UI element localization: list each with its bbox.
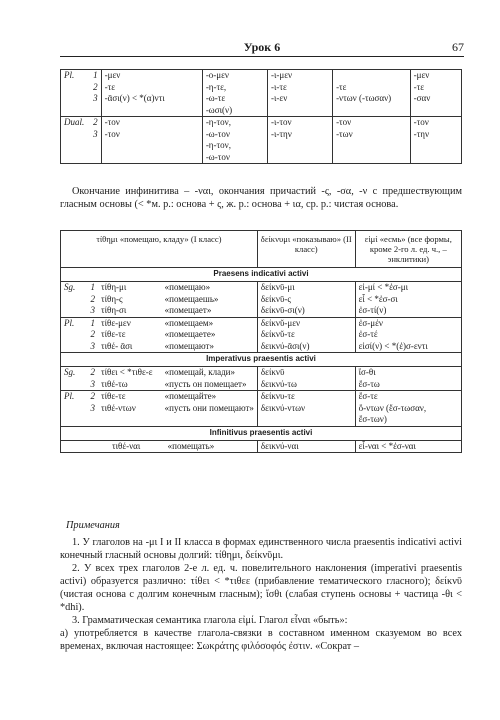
notes-heading: Примечания: [66, 520, 120, 531]
cell-person: 2: [84, 391, 98, 403]
section-imperativus: Imperativus praesentis activi: [61, 353, 462, 367]
cell-c5: [410, 105, 461, 117]
cell-person: 3: [90, 402, 95, 413]
cell-eimi: ἐσ-μέν: [355, 317, 461, 329]
endings-row: [61, 82, 462, 94]
cell-form: τιθέ-τω: [98, 379, 162, 391]
cell-person: [87, 105, 101, 117]
cell-c3: -ι-τον: [268, 117, 333, 129]
cell-c1: [101, 140, 202, 152]
cell-label: [61, 93, 88, 105]
cell-c5: -μεν: [410, 70, 461, 82]
cell-gloss: «помещаете»: [162, 329, 258, 341]
cell-eimi: εἰ-μί < *ἐσ-μι: [355, 282, 461, 294]
header-rule: [60, 56, 464, 57]
cell-label: Pl.: [61, 70, 88, 82]
cell-eimi: εἰσί(ν) < *(ἐ)σ-εντι: [355, 341, 461, 353]
cell-person: 3: [84, 341, 98, 353]
page-number: 67: [452, 40, 464, 54]
cell-form: τίθη-σι: [98, 305, 162, 317]
cell-person: 3: [84, 379, 98, 391]
cell-c4: -των: [333, 129, 411, 141]
cell-eimi: ὄ-ντων (ἔσ-τωσαν,: [355, 403, 461, 415]
cell-form: τίθει < *τιθε-ε: [98, 367, 162, 379]
section-infinitivus: Infinitivus praesentis activi: [61, 426, 462, 440]
header-eimi: εἰμί «есмь» (все формы, кроме 2-го л. ед. ч., – энклитики): [355, 231, 461, 268]
cell-deiknymi: δείκνυ-τε: [257, 391, 355, 403]
cell-c4: [333, 152, 411, 164]
conjugation-row: [61, 403, 462, 415]
endings-row: [61, 140, 462, 152]
running-title: Урок 6: [243, 40, 281, 54]
cell-gloss: «помещаем»: [162, 317, 258, 329]
cell-label: [61, 152, 88, 164]
cell-person: [87, 140, 101, 152]
cell-c5: -σαν: [410, 93, 461, 105]
cell-c1: -τε: [101, 82, 202, 94]
cell-form: τίθε-μεν: [98, 317, 162, 329]
cell-c4: -τον: [333, 117, 411, 129]
cell-label: [61, 140, 88, 152]
cell-person: 3: [87, 129, 101, 141]
cell-person: 1: [84, 282, 98, 294]
cell-deiknymi: δείκνῠ-τε: [257, 329, 355, 341]
conjugation-row: [61, 282, 462, 294]
cell-c1: [101, 152, 202, 164]
header-deiknymi: δείκνυμι «показываю» (II класс): [257, 231, 355, 268]
conjugation-row: [61, 294, 462, 306]
cell-label: Pl.: [61, 391, 85, 403]
cell-c2: -η-τον,: [202, 117, 267, 129]
cell-deiknymi: δείκνῡ-σι(ν): [257, 305, 355, 317]
conjugation-row: [61, 367, 462, 379]
cell-gloss: «помещают»: [162, 341, 258, 353]
cell-form: τίθη-μι: [98, 282, 162, 294]
cell-label: Sg.: [61, 282, 85, 294]
cell-c5: -τε: [410, 82, 461, 94]
cell-eimi: ἐσ-τί(ν): [355, 305, 461, 317]
cell-person: 1: [87, 70, 101, 82]
cell-deiknymi: δείκνῡ: [257, 367, 355, 379]
cell-label: Sg.: [61, 367, 85, 379]
cell-form: [98, 414, 162, 426]
cell-c5: [410, 152, 461, 164]
cell-eimi: ἔσ-τω: [355, 379, 461, 391]
cell-deiknymi: δείκνῡ-ς: [257, 294, 355, 306]
cell-c1: -τον: [101, 117, 202, 129]
cell-person: [87, 152, 101, 164]
cell-c1: -ᾱσι(ν) < *(α)ντι: [101, 93, 202, 105]
cell-gloss: «пусть они помещают»: [162, 403, 258, 415]
conjugation-row: [61, 379, 462, 391]
cell-person: 2: [90, 329, 95, 339]
cell-gloss: «пусть он помещает»: [162, 379, 258, 391]
cell-label: [61, 341, 85, 353]
cell-person: 3: [84, 305, 98, 317]
cell-label: [61, 403, 85, 415]
note-1: 1. У глаголов на -μι I и II класса в формах единственного числа praesentis indicativi activi конечный гласный основы долгий: τίθημι, δείκνῡμι.: [60, 537, 462, 561]
cell-label: [61, 305, 85, 317]
cell-c2: -ω-τον: [202, 129, 267, 141]
cell-person: 1: [84, 317, 98, 329]
cell-gloss: [162, 414, 258, 426]
cell-c3: -ι-εν: [268, 93, 333, 105]
cell-c1: -μεν: [101, 70, 202, 82]
endings-row: [61, 105, 462, 117]
cell-c3: -ι-την: [268, 129, 333, 141]
note-3a: а) употребляется в качестве глагола-связки в составном именном сказуемом во всех временах, включая настоящее: Σωκράτης φιλόσοφός ἐστιν. «Сократ –: [60, 628, 462, 652]
cell-c4: -ντων (-τωσαν): [333, 93, 411, 105]
cell-c4: [333, 70, 411, 82]
cell-c3: -ι-τε: [268, 82, 333, 94]
cell-c3: [268, 140, 333, 152]
cell-c3: [268, 105, 333, 117]
endings-table-plural-dual: [60, 69, 462, 164]
cell-form: τιθέ-ντων: [100, 402, 136, 413]
endings-row: [61, 129, 462, 141]
cell-c2: -η-τε,: [202, 82, 267, 94]
conjugation-row: [61, 317, 462, 329]
cell-person: [84, 414, 98, 426]
endings-row: [61, 152, 462, 164]
cell-c2: -ωσι(ν): [202, 105, 267, 117]
conjugation-row: [61, 341, 462, 353]
cell-label: [61, 129, 88, 141]
conjugation-row: [61, 391, 462, 403]
cell-c2: -ω-τον: [202, 152, 267, 164]
cell-c4: [333, 140, 411, 152]
cell-label: [61, 379, 85, 391]
conjugation-table: [60, 230, 462, 453]
cell-deiknymi: δείκνῡ-μι: [257, 282, 355, 294]
cell-eimi: ἔσ-των): [355, 414, 461, 426]
cell-label: [61, 105, 88, 117]
cell-c3: -ι-μεν: [268, 70, 333, 82]
cell-c2: -ω-τε: [202, 93, 267, 105]
cell-c2: -ο-μεν: [202, 70, 267, 82]
section-praesens-indicativi: Praesens indicativi activi: [61, 268, 462, 282]
note-3: 3. Грамматическая семантика глагола εἰμί. Глагол εἶναι «быть»:: [72, 615, 348, 626]
cell-deiknymi: δεικνύ-ναι: [257, 440, 355, 453]
cell-person: 2: [87, 117, 101, 129]
cell-person: 3: [87, 93, 101, 105]
cell-eimi: εἶ-ναι < *ἐσ-ναι: [355, 440, 461, 453]
endings-row: [61, 117, 462, 129]
conjugation-row: [61, 329, 462, 341]
page-header: [60, 40, 464, 56]
cell-gloss: «помещаешь»: [162, 294, 258, 306]
cell-person: 2: [84, 367, 98, 379]
cell-label: [61, 294, 85, 306]
conjugation-header-row: [61, 231, 462, 268]
cell-c4: [333, 105, 411, 117]
cell-label: Pl.: [61, 317, 85, 329]
cell-deiknymi: δεικνύ-τω: [257, 379, 355, 391]
endings-row: [61, 93, 462, 105]
cell-c2: -η-τον,: [202, 140, 267, 152]
cell-person: 2: [87, 82, 101, 94]
cell-c5: -τον: [410, 117, 461, 129]
cell-eimi: ἴσ-θι: [355, 367, 461, 379]
cell-c5: [410, 140, 461, 152]
cell-eimi: ἐσ-τέ: [355, 329, 461, 341]
infinitive-paragraph: Окончание инфинитива – -ναι, окончания причастий -ς, -σα, -ν с предшествующим гласным основы (< *м. р.: основа + ς, ж. р.: основа + ια, ср. р.: чистая основа.: [60, 186, 462, 210]
cell-label: [61, 82, 88, 94]
cell-label: Dual.: [61, 117, 88, 129]
cell-label: [61, 414, 85, 426]
endings-row: [61, 70, 462, 82]
cell-person: 2: [90, 293, 95, 304]
cell-gloss: «помещайте»: [162, 391, 258, 403]
cell-form: τιθέ-ναι: [98, 440, 162, 453]
cell-deiknymi: [257, 414, 355, 426]
cell-c3: [268, 152, 333, 164]
cell-c1: [101, 105, 202, 117]
note-2: 2. У всех трех глаголов 2-е л. ед. ч. повелительного наклонения (imperativi praesentis activi) образуется различно: τίθει < *τιθεε (прибавление тематического гласного); δείκνῡ (чистая основа с долгим конечным гласным); ἴσθι (слабая ступень основы + частица -θι < *dhi).: [60, 563, 462, 613]
cell-gloss: «помещаю»: [162, 282, 258, 294]
infinitive-row: [61, 440, 462, 453]
cell-form: τίθε-τε: [98, 391, 162, 403]
cell-deiknymi: δεικνύ-ντων: [257, 403, 355, 415]
cell-c4: -τε: [333, 82, 411, 94]
cell-c5: -την: [410, 129, 461, 141]
cell-gloss: «помещать»: [162, 440, 258, 453]
cell-eimi: ἔσ-τε: [355, 391, 461, 403]
cell-form: τιθέ- ᾱσι: [98, 341, 162, 353]
cell-label: [61, 329, 85, 341]
cell-form: τίθη-ς: [100, 293, 123, 304]
cell-c1: -τον: [101, 129, 202, 141]
cell-deiknymi: δεικνύ-ᾱσι(ν): [257, 341, 355, 353]
cell-gloss: «помещает»: [162, 305, 258, 317]
header-tithemi: τίθημι «помещаю, кладу» (I класс): [61, 231, 258, 268]
conjugation-row: [61, 414, 462, 426]
cell-gloss: «помещай, клади»: [162, 367, 258, 379]
cell-deiknymi: δείκνῠ-μεν: [257, 317, 355, 329]
cell-eimi: εἶ < *ἐσ-σι: [355, 294, 461, 306]
cell-form: τίθε-τε: [100, 329, 126, 339]
conjugation-row: [61, 305, 462, 317]
